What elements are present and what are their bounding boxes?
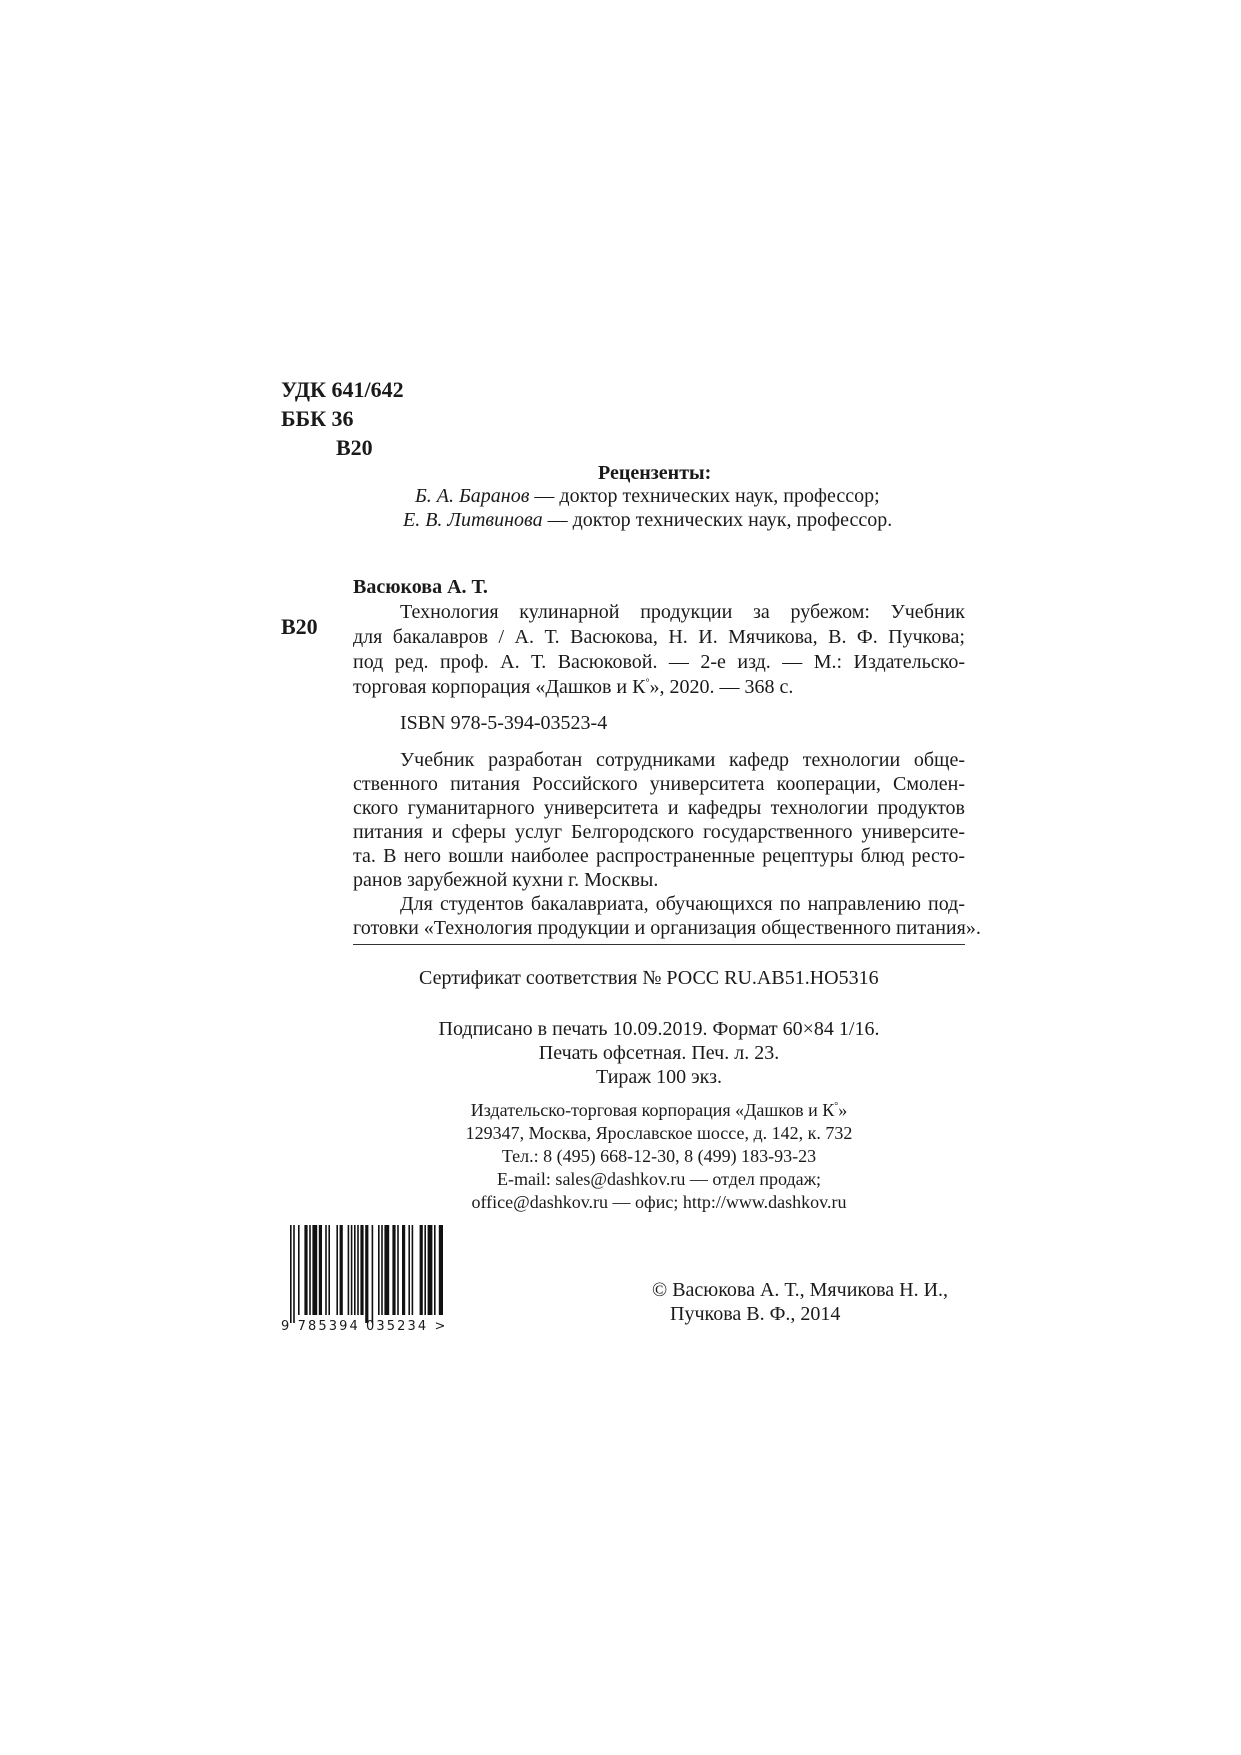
publisher-address: 129347, Москва, Ярославское шоссе, д. 142, к. 732 bbox=[465, 1123, 853, 1143]
barcode-bar bbox=[424, 1225, 426, 1315]
bib-margin-code: В20 bbox=[281, 614, 318, 639]
barcode-bar bbox=[357, 1225, 359, 1315]
reviewer-2-desc: — доктор технических наук, профессор. bbox=[542, 509, 893, 531]
bib-line-4-a: торговая корпорация «Дашков и К bbox=[353, 676, 646, 698]
reviewer-2-name: Е. В. Литвинова bbox=[403, 509, 543, 531]
bib-line-3: под ред. проф. А. Т. Васюковой. — 2-е изд. — М.: Издательско- bbox=[353, 651, 965, 673]
barcode-bar bbox=[360, 1225, 363, 1315]
bib-line-4-b: », 2020. — 368 с. bbox=[649, 676, 794, 698]
barcode-bar bbox=[392, 1225, 395, 1315]
publisher-email: E-mail: sales@dashkov.ru — отдел продаж; bbox=[496, 1169, 822, 1189]
bib-line-1: Технология кулинарной продукции за рубежом: Учебник bbox=[400, 601, 965, 623]
annotation-line-7: Для студентов бакалавриата, обучающихся по направлению под- bbox=[400, 893, 965, 915]
barcode-bar bbox=[319, 1225, 322, 1315]
barcode-bar bbox=[298, 1225, 300, 1315]
publisher-name-b: » bbox=[838, 1100, 848, 1120]
barcode-bar bbox=[325, 1225, 327, 1315]
annotation-line-3: ского гуманитарного университета и кафедры технологии продуктов bbox=[353, 797, 965, 819]
bib-line-4-degree: ° bbox=[645, 677, 650, 689]
barcode-bar bbox=[354, 1225, 356, 1315]
reviewers-heading: Рецензенты: bbox=[598, 462, 712, 484]
barcode-bar bbox=[372, 1225, 374, 1323]
barcode-bar bbox=[290, 1225, 292, 1323]
barcode-bar bbox=[381, 1225, 383, 1315]
barcode-bar bbox=[408, 1225, 410, 1315]
certificate: Сертификат соответствия № РОСС RU.АВ51.НО5316 bbox=[419, 967, 879, 989]
bbk-code: ББК 36 bbox=[281, 406, 354, 431]
barcode-bar bbox=[348, 1225, 350, 1315]
barcode-bar bbox=[402, 1225, 405, 1315]
publisher-office: office@dashkov.ru — офис; http://www.dashkov.ru bbox=[471, 1192, 847, 1212]
isbn: ISBN 978-5-394-03523-4 bbox=[400, 712, 608, 734]
bib-line-4 bbox=[353, 675, 793, 699]
barcode-digits: 9 785394 035234 > bbox=[281, 1319, 448, 1334]
barcode-bar bbox=[378, 1225, 380, 1315]
annotation-line-6: ранов зарубежной кухни г. Москвы. bbox=[353, 869, 659, 891]
reviewer-2 bbox=[403, 508, 892, 532]
barcode-bar bbox=[397, 1225, 399, 1315]
reviewer-1-desc: — доктор технических наук, профессор; bbox=[529, 485, 880, 507]
barcode-bar bbox=[312, 1225, 317, 1315]
udk-code: УДК 641/642 bbox=[281, 377, 404, 402]
publisher-phone: Тел.: 8 (495) 668-12-30, 8 (499) 183-93-23 bbox=[501, 1146, 817, 1166]
annotation-line-1: Учебник разработан сотрудниками кафедр технологии обще- bbox=[400, 749, 965, 771]
print-sheets: Печать офсетная. Печ. л. 23. bbox=[538, 1042, 780, 1064]
barcode-bar bbox=[309, 1225, 311, 1315]
author-sign-code: В20 bbox=[336, 435, 373, 460]
print-format: Подписано в печать 10.09.2019. Формат 60×84 1/16. bbox=[438, 1018, 880, 1040]
barcode-bar bbox=[434, 1225, 436, 1315]
divider-line bbox=[353, 944, 965, 945]
annotation-line-2: ственного питания Российского университета кооперации, Смолен- bbox=[353, 773, 965, 795]
reviewer-1-name: Б. А. Баранов bbox=[415, 485, 530, 507]
barcode-bar bbox=[351, 1225, 353, 1315]
barcode-bar bbox=[340, 1225, 343, 1315]
bib-author: Васюкова А. Т. bbox=[353, 576, 488, 598]
barcode-bars bbox=[288, 1225, 443, 1323]
barcode bbox=[288, 1225, 443, 1323]
publisher-name-a: Издательско-торговая корпорация «Дашков и К bbox=[470, 1100, 835, 1120]
barcode-bar bbox=[293, 1225, 295, 1323]
annotation-line-4: питания и сферы услуг Белгородского государственного университе- bbox=[353, 821, 965, 843]
barcode-bar bbox=[412, 1225, 414, 1315]
annotation-line-8: готовки «Технология продукции и организация общественного питания». bbox=[353, 917, 981, 939]
barcode-bar bbox=[365, 1225, 368, 1323]
bib-line-2: для бакалавров / А. Т. Васюкова, Н. И. Мячикова, В. Ф. Пучкова; bbox=[353, 626, 965, 648]
barcode-bar bbox=[420, 1225, 423, 1315]
print-run: Тираж 100 экз. bbox=[595, 1066, 723, 1088]
barcode-bar bbox=[384, 1225, 389, 1315]
barcode-bar bbox=[304, 1225, 307, 1315]
barcode-bar bbox=[328, 1225, 330, 1315]
barcode-bar bbox=[336, 1225, 338, 1315]
barcode-bar bbox=[428, 1225, 433, 1315]
reviewer-1 bbox=[415, 484, 880, 508]
copyright-line-1: © Васюкова А. Т., Мячикова Н. И., bbox=[652, 1279, 949, 1301]
annotation-line-5: та. В него вошли наиболее распространенные рецептуры блюд ресто- bbox=[353, 845, 965, 867]
barcode-bar bbox=[439, 1225, 443, 1315]
publisher-name-degree: ° bbox=[834, 1101, 839, 1112]
publisher-name bbox=[353, 1099, 965, 1122]
copyright-line-2: Пучкова В. Ф., 2014 bbox=[670, 1303, 841, 1325]
